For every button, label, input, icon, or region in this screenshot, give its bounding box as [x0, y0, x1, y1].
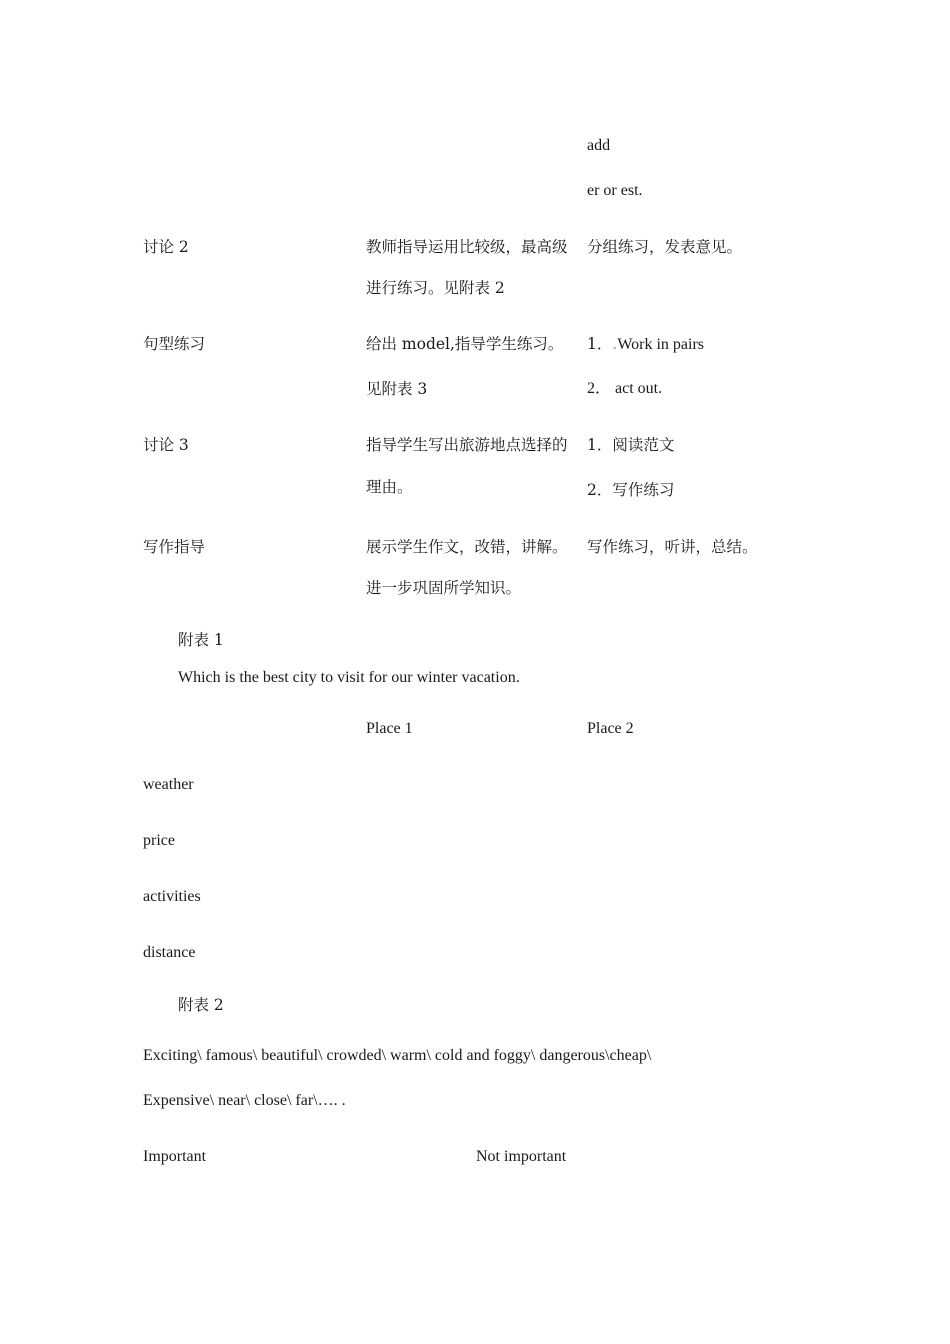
row-student-text: 2．写作练习	[587, 481, 675, 499]
row-student-text: 2． act out.	[587, 380, 663, 397]
row-activity-sentence-practice: 句型练习	[143, 335, 206, 353]
row-teacher-text: 教师指导运用比较级，最高级	[366, 238, 568, 256]
appendix-1-heading: 附表 1	[178, 631, 224, 649]
row-teacher-text: 进行练习。见附表 2	[366, 279, 505, 297]
row-activity-writing-guidance: 写作指导	[143, 538, 206, 556]
row-teacher-text: 给出 model,指导学生练习。	[366, 335, 564, 353]
row-teacher-text: 展示学生作文，改错，讲解。	[366, 538, 568, 556]
row-student-text: 写作练习，听讲，总结。	[587, 538, 758, 556]
criteria-distance: distance	[143, 944, 196, 961]
row-activity-discussion-2: 讨论 2	[143, 238, 189, 256]
top-cell-line1: add	[587, 137, 611, 154]
column-header-place-2: Place 2	[587, 720, 634, 737]
adjective-list-line1: Exciting\ famous\ beautiful\ crowded\ warm\ cold and foggy\ dangerous\cheap\	[143, 1047, 652, 1064]
top-cell-line2: er or est.	[587, 182, 643, 199]
row-activity-discussion-3: 讨论 3	[143, 436, 189, 454]
list-number: 1．	[587, 335, 613, 353]
criteria-weather: weather	[143, 776, 194, 793]
list-text: Work in pairs	[617, 336, 705, 353]
appendix-2-heading: 附表 2	[178, 996, 224, 1014]
row-student-text: 1．阅读范文	[587, 436, 675, 454]
row-teacher-text: 指导学生写出旅游地点选择的	[366, 436, 568, 454]
row-student-text: 分组练习，发表意见。	[587, 238, 743, 256]
column-header-place-1: Place 1	[366, 720, 413, 737]
criteria-activities: activities	[143, 888, 201, 905]
row-student-text	[587, 334, 704, 355]
important-label: Important	[143, 1148, 207, 1165]
criteria-price: price	[143, 832, 175, 849]
row-teacher-text: 进一步巩固所学知识。	[366, 579, 522, 597]
not-important-label: Not important	[476, 1148, 567, 1165]
adjective-list-line2: Expensive\ near\ close\ far\…. .	[143, 1092, 346, 1109]
row-teacher-text: 理由。	[366, 478, 413, 496]
stray-dot: .	[612, 335, 618, 353]
row-teacher-text: 见附表 3	[366, 380, 428, 398]
appendix-1-question: Which is the best city to visit for our winter vacation.	[178, 669, 520, 686]
